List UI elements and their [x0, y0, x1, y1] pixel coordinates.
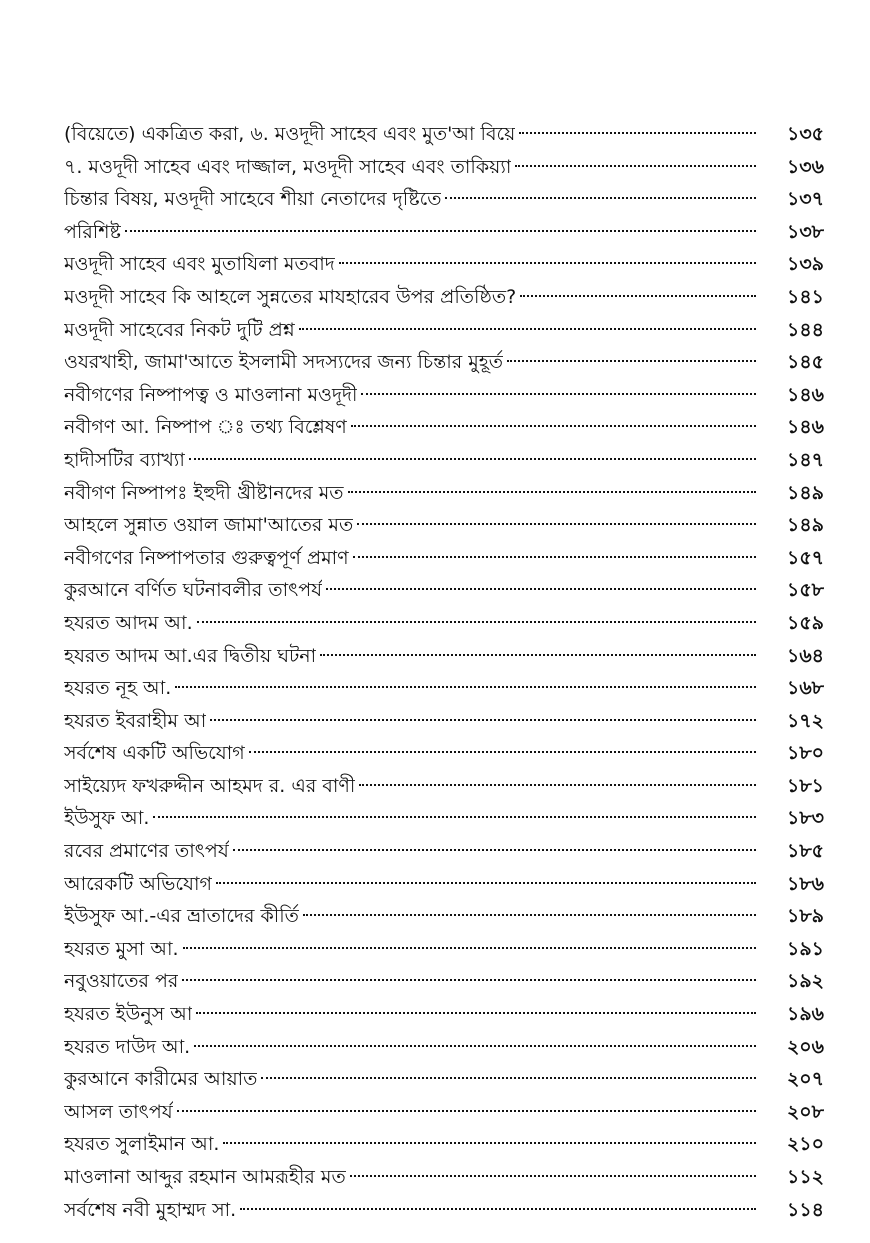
toc-entry — [64, 802, 824, 835]
dot-leader — [216, 882, 756, 884]
dot-leader — [177, 1110, 756, 1112]
toc-entry — [64, 1096, 824, 1129]
toc-entry-page-number: ১৪৪ — [787, 318, 824, 341]
dot-leader — [299, 328, 756, 330]
toc-entry-title: আরেকটি অভিযোগ — [64, 872, 212, 895]
toc-entry — [64, 1031, 824, 1064]
dot-leader — [350, 1175, 756, 1177]
toc-entry-page-number: ১৮৩ — [786, 807, 824, 830]
toc-entry-title: মওদূদী সাহেবের নিকট দুটি প্রশ্ন — [64, 318, 295, 341]
dot-leader — [240, 1208, 756, 1210]
toc-entry-title: হযরত নূহ আ. — [64, 677, 172, 700]
dot-leader — [153, 816, 756, 818]
toc-entry — [64, 183, 824, 216]
dot-leader — [194, 1045, 756, 1047]
toc-entry-page-number: ১৪৯ — [787, 514, 824, 537]
dot-leader — [507, 360, 756, 362]
dot-leader — [445, 197, 756, 199]
toc-entry-title: কুরআনে কারীমের আয়াত — [64, 1068, 258, 1091]
toc-entry-title: হযরত সুলাইমান আ. — [64, 1133, 220, 1156]
toc-entry — [64, 151, 824, 184]
dot-leader — [183, 947, 756, 949]
toc-entry — [64, 705, 824, 738]
toc-entry — [64, 542, 824, 575]
toc-entry — [64, 965, 824, 998]
toc-entry-title: নবীগণ নিষ্পাপঃ ইহুদী খ্রীষ্টানদের মত — [64, 481, 344, 504]
toc-entry-page-number: ২০৮ — [786, 1100, 824, 1123]
toc-entry-title: হাদীসটির ব্যাখ্যা — [64, 448, 185, 471]
dot-leader — [519, 132, 756, 134]
toc-entry — [64, 1128, 824, 1161]
dot-leader — [197, 621, 756, 623]
dot-leader — [361, 393, 756, 395]
toc-entry-page-number: ১৪৭ — [786, 448, 824, 471]
dot-leader — [359, 784, 756, 786]
toc-entry-page-number: ১৫৯ — [787, 611, 824, 634]
toc-entry-page-number: ১৫৭ — [786, 546, 824, 569]
dot-leader — [348, 491, 756, 493]
toc-entry-title: মওদূদী সাহেব এবং মুতাযিলা মতবাদ — [64, 253, 335, 276]
toc-entry — [64, 509, 824, 542]
dot-leader — [233, 849, 756, 851]
toc-entry — [64, 933, 824, 966]
toc-entry-title: কুরআনে বর্ণিত ঘটনাবলীর তাৎপর্য — [64, 579, 323, 602]
toc-entry-title: হযরত ইউনুস আ — [64, 1003, 193, 1026]
toc-entry-page-number: ১৮০ — [786, 742, 824, 765]
toc-entry — [64, 477, 824, 510]
toc-entry — [64, 672, 824, 705]
toc-entry-page-number: ১৩৫ — [786, 123, 824, 145]
toc-entry-page-number: ২১০ — [786, 1133, 824, 1156]
toc-entry-title: হযরত দাউদ আ. — [64, 1035, 191, 1058]
dot-leader — [303, 914, 756, 916]
dot-leader — [320, 654, 756, 656]
toc-entry-title: (বিয়েতে) একত্রিত করা, ৬. মওদূদী সাহেব এবং মুত'আ বিয়ে — [64, 123, 516, 145]
toc-entry — [64, 379, 824, 412]
toc-entry-page-number: ১৮৫ — [787, 840, 824, 863]
toc-entry-page-number: ২০৭ — [786, 1068, 824, 1091]
toc-entry-page-number: ১৮১ — [787, 774, 824, 797]
toc-entry-page-number: ১৩৭ — [786, 188, 824, 211]
toc-entry-title: মওদূদী সাহেব কি আহলে সুন্নতের মাযহারেব উপর প্রতিষ্ঠিত? — [64, 285, 517, 308]
dot-leader — [223, 1142, 756, 1144]
dot-leader — [125, 230, 756, 232]
toc-entry-page-number: ১৬৮ — [786, 677, 824, 700]
toc-entry — [64, 1063, 824, 1096]
toc-entry — [64, 314, 824, 347]
toc-entry — [64, 216, 824, 249]
toc-entry-page-number: ১৭২ — [786, 709, 824, 732]
dot-leader — [189, 458, 756, 460]
toc-entry — [64, 998, 824, 1031]
toc-entry — [64, 281, 824, 314]
dot-leader — [249, 751, 756, 753]
toc-entry — [64, 1194, 824, 1227]
toc-entry-page-number: ১৪৬ — [786, 416, 824, 439]
dot-leader — [196, 1012, 756, 1014]
toc-entry — [64, 607, 824, 640]
toc-entry-title: চিন্তার বিষয়, মওদূদী সাহেবে শীয়া নেতাদের দৃষ্টিতে — [64, 188, 442, 211]
toc-entry — [64, 1161, 824, 1194]
toc-entry — [64, 574, 824, 607]
dot-leader — [339, 262, 756, 264]
toc-entry-page-number: ১৯৬ — [786, 1003, 824, 1026]
toc-entry — [64, 411, 824, 444]
toc-entry — [64, 346, 824, 379]
toc-entry-page-number: ১৫৮ — [787, 579, 824, 602]
dot-leader — [326, 588, 756, 590]
dot-leader — [182, 979, 756, 981]
toc-entry-title: রবের প্রমাণের তাৎপর্য — [64, 840, 229, 863]
toc-entry-title: নবুওয়াতের পর — [64, 970, 179, 993]
toc-entry — [64, 444, 824, 477]
toc-entry-page-number: ১৬৪ — [786, 644, 824, 667]
toc-entry-title: সাইয়্যেদ ফখরুদ্দীন আহমদ র. এর বাণী — [64, 774, 356, 797]
toc-entry-title: আসল তাৎপর্য — [64, 1100, 173, 1123]
toc-entry-title: নবীগণ আ. নিষ্পাপ ঃ তথ্য বিশ্লেষণ — [64, 416, 347, 439]
dot-leader — [520, 295, 756, 297]
toc-entry — [64, 868, 824, 901]
toc-entry-page-number: ১৮৯ — [787, 905, 824, 928]
table-of-contents — [64, 118, 824, 1226]
toc-entry-page-number: ২০৬ — [786, 1035, 824, 1058]
dot-leader — [353, 556, 756, 558]
toc-entry-title: সর্বশেষ নবী মুহাম্মদ সা. — [64, 1198, 237, 1221]
toc-entry-title: পরিশিষ্ট — [64, 220, 121, 243]
toc-entry — [64, 737, 824, 770]
toc-entry — [64, 770, 824, 803]
dot-leader — [175, 686, 756, 688]
toc-entry-page-number: ১৩৯ — [786, 253, 824, 276]
toc-entry-title: হযরত ইবরাহীম আ — [64, 709, 207, 732]
toc-entry-title: হযরত মুসা আ. — [64, 937, 179, 960]
toc-entry — [64, 900, 824, 933]
toc-entry-title: সর্বশেষ একটি অভিযোগ — [64, 742, 245, 765]
toc-entry-title: নবীগণের নিষ্পাপতার গুরুত্বপূর্ণ প্রমাণ — [64, 546, 349, 569]
toc-entry — [64, 835, 824, 868]
toc-entry-title: মাওলানা আব্দুর রহমান আমরূহীর মত — [64, 1166, 346, 1188]
dot-leader — [261, 1077, 756, 1079]
toc-entry-page-number: ১৪৬ — [786, 383, 824, 406]
toc-entry-page-number: ১৩৬ — [786, 155, 824, 178]
toc-entry-title: ইউসুফ আ.-এর ভ্রাতাদের কীর্তি — [64, 905, 299, 928]
toc-entry-page-number: ১১৪ — [787, 1198, 824, 1221]
toc-entry-page-number: ১৯২ — [786, 970, 824, 993]
toc-entry-page-number: ১৪৫ — [787, 351, 824, 374]
toc-entry-title: হযরত আদম আ. — [64, 611, 193, 634]
toc-entry-title: নবীগণের নিষ্পাপত্ব ও মাওলানা মওদূদী — [64, 383, 358, 406]
dot-leader — [357, 523, 756, 525]
toc-entry — [64, 248, 824, 281]
toc-entry — [64, 118, 824, 151]
toc-entry-page-number: ১৮৬ — [786, 872, 824, 895]
dot-leader — [515, 165, 756, 167]
toc-entry-page-number: ১৪৯ — [787, 481, 824, 504]
toc-entry-title: ৭. মওদূদী সাহেব এবং দাজ্জাল, মওদূদী সাহেব এবং তাকিয়্যা — [64, 155, 512, 178]
toc-entry-page-number: ১৯১ — [787, 937, 824, 960]
toc-entry — [64, 640, 824, 673]
dot-leader — [351, 425, 756, 427]
toc-entry-page-number: ১৪১ — [787, 285, 824, 308]
toc-entry-page-number: ১৩৮ — [786, 220, 824, 243]
toc-entry-page-number: ১১২ — [786, 1166, 824, 1188]
toc-entry-title: ইউসুফ আ. — [64, 807, 150, 830]
toc-entry-title: হযরত আদম আ.এর দ্বিতীয় ঘটনা — [64, 644, 317, 667]
toc-entry-title: ওযরখাহী, জামা'আতে ইসলামী সদস্যদের জন্য চিন্তার মুহূর্ত — [64, 351, 504, 374]
dot-leader — [210, 719, 756, 721]
toc-entry-title: আহলে সুন্নাত ওয়াল জামা'আতের মত — [64, 514, 354, 537]
